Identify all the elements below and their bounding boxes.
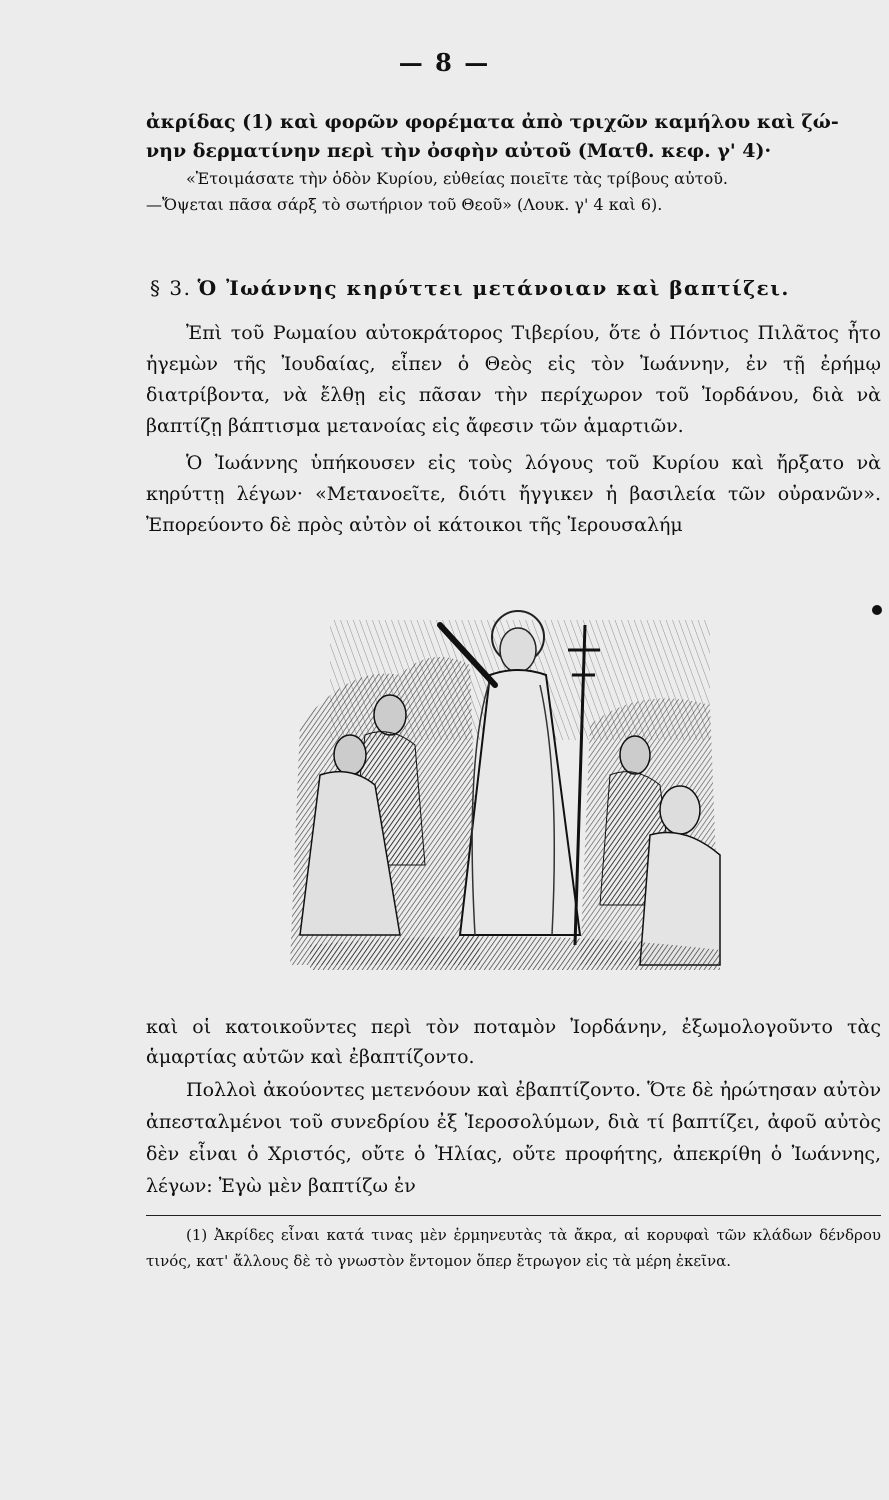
footnote-divider: [146, 1215, 881, 1216]
paragraph-block-1: [146, 318, 881, 541]
quote-line-2: —Ὄψεται πᾶσα σάρξ τὸ σωτήριον τοῦ Θεοῦ» (Λουκ. γ' 4 καὶ 6).: [146, 195, 663, 214]
section-mark: § 3.: [150, 276, 192, 300]
quote-line-1: «Ἑτοιμάσατε τὴν ὁδὸν Κυρίου, εὐθείας ποιεῖτε τὰς τρίβους αὐτοῦ.: [186, 169, 729, 188]
paragraph-3: καὶ οἱ κατοικοῦντες περὶ τὸν ποταμὸν Ἰορδάνην, ἐξωμολογοῦντο τὰς ἁμαρτίας αὐτῶν καὶ ἐβαπτίζοντο.: [146, 1016, 881, 1068]
section-heading: [150, 276, 885, 300]
footnote-block: [146, 1222, 881, 1274]
paragraph-2: Ὁ Ἰωάννης ὑπήκουσεν εἰς τοὺς λόγους τοῦ Κυρίου καὶ ἤρξατο νὰ κηρύττῃ λέγων· «Μετανοεῖτε, διότι ἤγγικεν ἡ βασιλεία τῶν οὐρανῶν». Ἐπορεύοντο δὲ πρὸς αὐτὸν οἱ κάτοικοι τῆς Ἱερουσαλήμ: [146, 452, 881, 536]
footnote-text: (1) Ἀκρίδες εἶναι κατά τινας μὲν ἑρμηνευτὰς τὰ ἄκρα, αἱ κορυφαὶ τῶν κλάδων δένδρου τινός, κατ' ἄλλους δὲ τὸ γνωστὸν ἔντομον ὅπερ ἔτρωγον εἰς τὰ μέρη ἐκεῖνα.: [146, 1226, 881, 1270]
engraving-john-baptist-illustration: [290, 605, 730, 975]
paragraph-block-2: [146, 1012, 881, 1202]
opening-block: [146, 108, 881, 218]
page-number: — 8 —: [398, 48, 491, 77]
opening-line-1: ἀκρίδας (1) καὶ φορῶν φορέματα ἀπὸ τριχῶν καμήλου καὶ ζώ-: [146, 111, 839, 133]
ink-dot: [872, 605, 882, 615]
section-title: Ὁ Ἰωάννης κηρύττει μετάνοιαν καὶ βαπτίζει.: [197, 276, 790, 300]
paragraph-1: Ἐπὶ τοῦ Ρωμαίου αὐτοκράτορος Τιβερίου, ὅτε ὁ Πόντιος Πιλᾶτος ἦτο ἡγεμὼν τῆς Ἰουδαίας, εἶπεν ὁ Θεὸς εἰς τὸν Ἰωάννην, ἐν τῇ ἐρήμῳ διατρίβοντα, νὰ ἔλθῃ εἰς πᾶσαν τὴν περίχωρον τοῦ Ἰορδάνου, διὰ νὰ βαπτίζῃ βάπτισμα μετανοίας εἰς ἄφεσιν τῶν ἁμαρτιῶν.: [146, 322, 881, 437]
paragraph-4: Πολλοὶ ἀκούοντες μετενόουν καὶ ἐβαπτίζοντο. Ὅτε δὲ ἠρώτησαν αὐτὸν ἀπεσταλμένοι τοῦ συνεδρίου ἐξ Ἱεροσολύμων, διὰ τί βαπτίζει, ἀφοῦ αὐτὸς δὲν εἶναι ὁ Χριστός, οὔτε ὁ Ἠλίας, οὔτε προφήτης, ἀπεκρίθη ὁ Ἰωάννης, λέγων: Ἐγὼ μὲν βαπτίζω ἐν: [146, 1079, 881, 1197]
opening-line-2: νην δερματίνην περὶ τὴν ὀσφὴν αὐτοῦ (Ματθ. κεφ. γ' 4)·: [146, 140, 772, 162]
